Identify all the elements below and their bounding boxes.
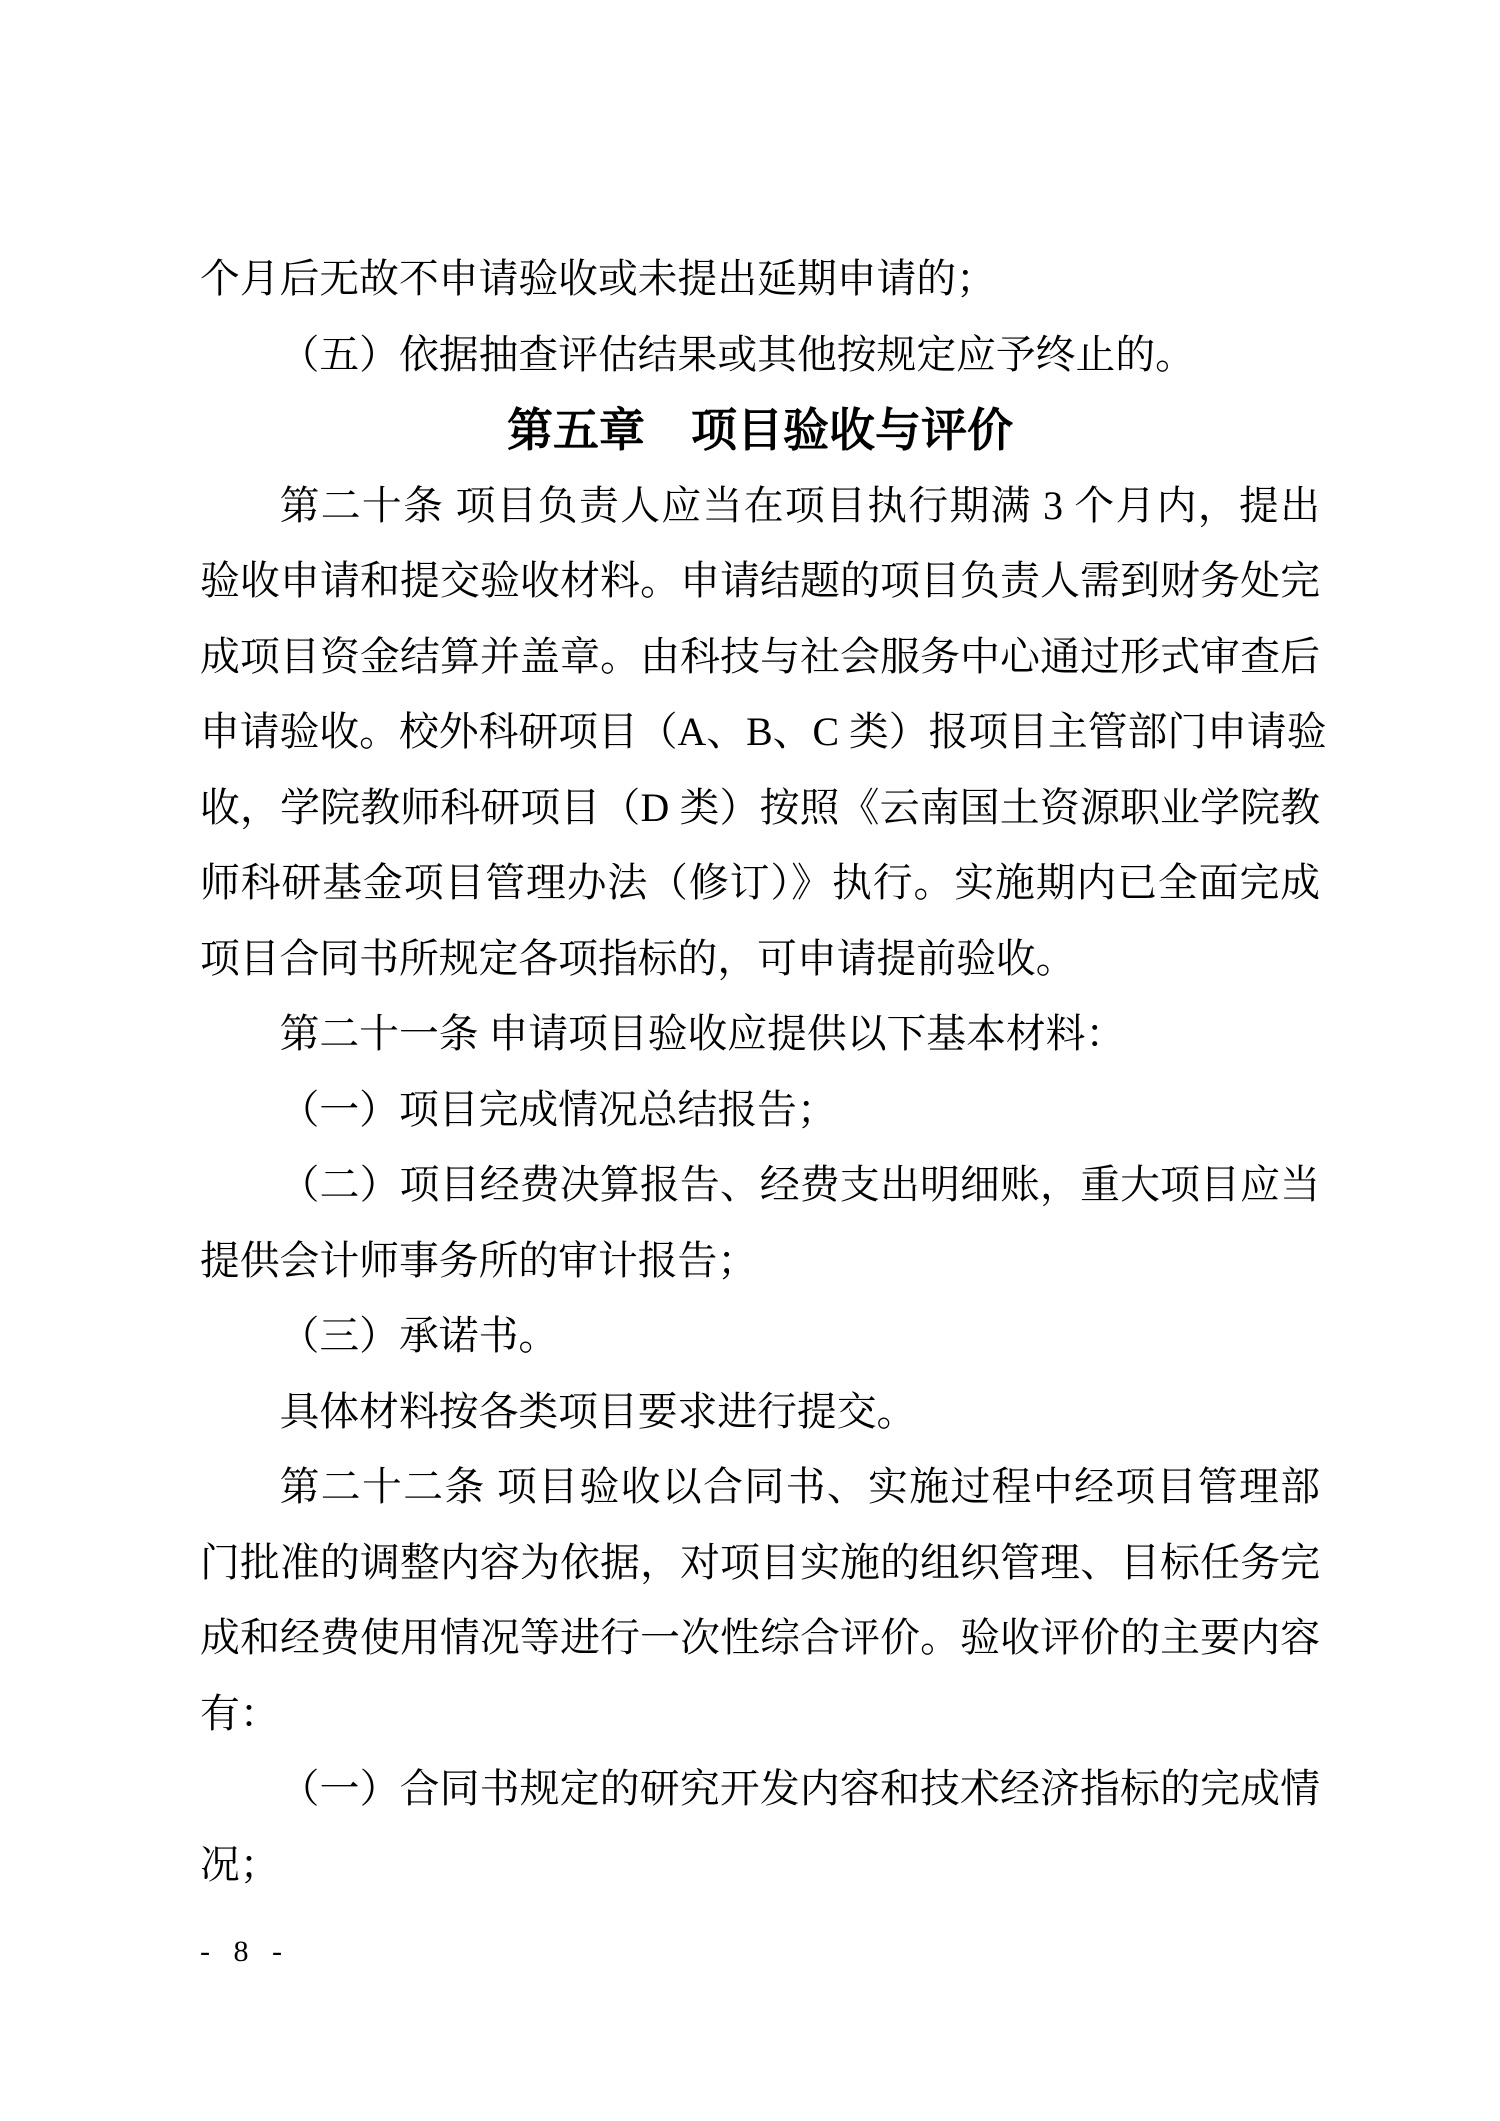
text-line: 况； xyxy=(200,1842,280,1887)
text-line: 验收申请和提交验收材料。申请结题的项目负责人需到财务处完 xyxy=(200,559,1320,603)
text-line: 提供会计师事务所的审计报告； xyxy=(200,1238,758,1283)
text-line: 第二十二条 项目验收以合同书、实施过程中经项目管理部 xyxy=(279,1465,1320,1509)
text-line: 收，学院教师科研项目（D 类）按照《云南国土资源职业学院教 xyxy=(200,785,1320,830)
text-line: 具体材料按各类项目要求进行提交。 xyxy=(279,1389,917,1434)
text-line: 项目合同书所规定各项指标的，可申请提前验收。 xyxy=(200,936,1076,981)
text-line: 成和经费使用情况等进行一次性综合评价。验收评价的主要内容 xyxy=(200,1616,1320,1660)
text-line: 第二十条 项目负责人应当在项目执行期满 3 个月内，提出 xyxy=(279,483,1320,528)
text-line: （三）承诺书。 xyxy=(279,1314,559,1358)
text-line: （一）项目完成情况总结报告； xyxy=(279,1087,837,1132)
document-body xyxy=(200,242,1327,1903)
text-line: 申请验收。校外科研项目（A、B、C 类）报项目主管部门申请验 xyxy=(200,710,1327,754)
chapter-heading: 第五章 项目验收与评价 xyxy=(507,404,1013,456)
text-line: （五）依据抽查评估结果或其他按规定应予终止的。 xyxy=(279,332,1195,377)
text-line: 个月后无故不申请验收或未提出延期申请的； xyxy=(200,257,996,301)
text-line: 师科研基金项目管理办法（修订）》执行。实施期内已全面完成 xyxy=(200,861,1320,905)
text-line: （一）合同书规定的研究开发内容和技术经济指标的完成情 xyxy=(279,1767,1320,1811)
text-line: 门批准的调整内容为依据，对项目实施的组织管理、目标任务完 xyxy=(200,1540,1320,1585)
page-number: - 8 - xyxy=(200,1935,290,1968)
text-line: 成项目资金结算并盖章。由科技与社会服务中心通过形式审查后 xyxy=(200,634,1320,679)
text-line: （二）项目经费决算报告、经费支出明细账，重大项目应当 xyxy=(279,1163,1320,1207)
text-line: 有： xyxy=(200,1691,280,1736)
text-line: 第二十一条 申请项目验收应提供以下基本材料： xyxy=(279,1012,1126,1056)
